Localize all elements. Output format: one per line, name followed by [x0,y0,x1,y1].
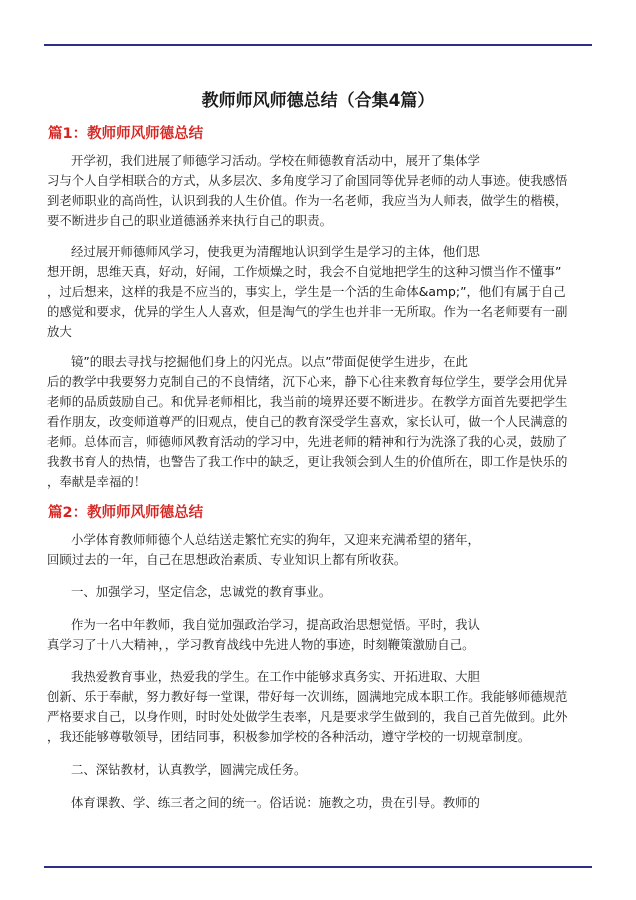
paragraph [47,151,593,231]
text-line: 一、加强学习，坚定信念，忠诚党的教育事业。 [71,584,332,599]
text-line: 我热爱教育事业，热爱我的学生。在工作中能够求真务实、开拓进取、大胆 [71,669,480,684]
top-rule [44,44,592,46]
text-line: 真学习了十八大精神，，学习教育战线中先进人物的事迹，时刻鞭策激励自己。 [47,637,475,652]
paragraph [47,667,593,747]
text-line: 到老师职业的高尚性，认识到我的人生价值。作为一名老师，我应当为人师表，做学生的楷模， [47,193,568,208]
text-line: 的感觉和要求，优异的学生人人喜欢，但是淘气的学生也并非一无所取。作为一名老师要有一副 [47,304,568,319]
paragraph [47,615,593,655]
section-heading: 篇2：教师师风师德总结 [48,505,204,521]
text-line: 想开朗，思维天真，好动，好闹，工作烦燥之时，我会不自觉地把学生的这种习惯当作不懂事” [47,264,562,279]
text-line: 体育课教、学、练三者之间的统一。俗话说：施教之功，贵在引导。教师的 [71,795,480,810]
paragraph [47,242,593,342]
text-line: 经过展开师德师风学习，使我更为清醒地认识到学生是学习的主体，他们思 [71,244,480,259]
paragraph [47,582,593,602]
text-line: 开学初，我们进展了师德学习活动。学校在师德教育活动中，展开了集体学 [71,153,480,168]
text-line: ，我还能够尊敬领导，团结同事，积极参加学校的各种活动，遵守学校的一切规章制度。 [47,729,531,744]
text-line: 创新、乐于奉献，努力教好每一堂课，带好每一次训练，圆满地完成本职工作。我能够师德规范 [47,689,568,704]
paragraph [47,530,593,570]
text-line: 镜”的眼去寻找与挖掘他们身上的闪光点。以点”带面促使学生进步，在此 [71,354,468,369]
text-line: 放大 [47,324,72,339]
text-line: 小学体育教师师德个人总结送走繁忙充实的狗年，又迎来充满希望的猪年， [71,532,480,547]
paragraph [47,793,593,813]
bottom-rule [44,866,592,868]
text-line: 要不断进步自己的职业道德涵养来执行自己的职责。 [47,213,332,228]
page-title: 教师师风师德总结（合集4篇） [201,91,435,111]
text-line: 二、深钻教材，认真教学，圆满完成任务。 [71,762,307,777]
paragraph [47,760,593,780]
text-line: 后的教学中我要努力克制自己的不良情绪，沉下心来，静下心往来教育每位学生，要学会用优异 [47,374,568,389]
text-line: 看作朋友，改变师道尊严的旧观点，使自己的教育深受学生喜欢，家长认可，做一个人民满意的 [47,414,568,429]
text-line: 老师。总体而言，师德师风教育活动的学习中，先进老师的精神和行为洗涤了我的心灵，鼓励了 [47,434,568,449]
section-heading: 篇1：教师师风师德总结 [48,126,204,142]
text-line: ，奉献是幸福的！ [47,474,147,489]
text-line: 严格要求自己，以身作则，时时处处做学生表率，凡是要求学生做到的，我自己首先做到。此外 [47,709,568,724]
text-line: 习与个人自学相联合的方式，从多层次、多角度学习了俞国同等优异老师的动人事迹。使我感悟 [47,173,568,188]
text-line: 我教书育人的热情，也警告了我工作中的缺乏，更让我领会到人生的价值所在，即工作是快乐的 [47,454,568,469]
text-line: 回顾过去的一年，自己在思想政治素质、专业知识上都有所收获。 [47,552,407,567]
text-line: 作为一名中年教师，我自觉加强政治学习，提高政治思想觉悟。平时，我认 [71,617,480,632]
paragraph [47,352,593,492]
text-line: ，过后想来，这样的我是不应当的，事实上，学生是一个活的生命体&amp;”，他们有属于自己 [47,284,566,299]
text-line: 老师的品质鼓励自己。和优异老师相比，我当前的境界还要不断进步。在教学方面首先要把学生 [47,394,568,409]
